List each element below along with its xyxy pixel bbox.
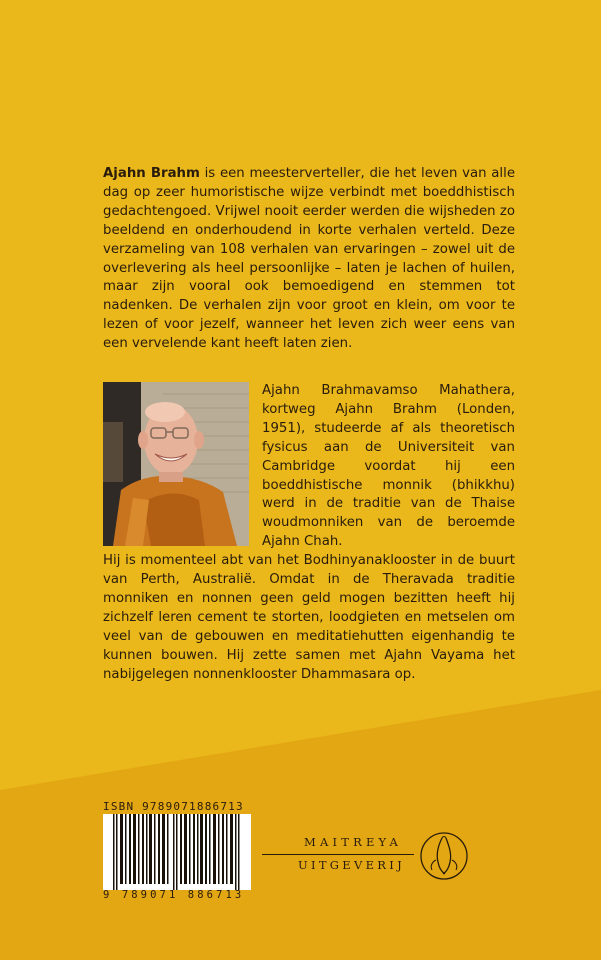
barcode-bars — [103, 814, 251, 890]
publisher-name: MAITREYA — [304, 835, 402, 849]
bio-paragraph-1: Ajahn Brahmavamso Mahathera, kortweg Ajahn Brahm (Londen, 1951), studeerde af als theoretisch fysicus aan de Universiteit van Cambridge voordat hij een boeddhistische monnik (bhikkhu) werd in de traditie van de Thaise woudmonniken van de beroemde Ajahn Chah. — [262, 383, 515, 550]
praying-hands-icon — [418, 830, 470, 882]
logo-rule — [262, 854, 414, 855]
author-name: Ajahn Brahm — [103, 166, 200, 181]
photo-spacer — [103, 382, 249, 550]
author-bio — [103, 382, 515, 685]
publisher-subtitle: UITGEVERIJ — [298, 858, 405, 872]
intro-text: is een meesterverteller, die het leven van alle dag op zeer humoristische wijze verbindt met boeddhistisch gedachtengoed. Vrijwel nooit eerder werden die wijsheden zo beeldend en onderhoudend in korte verhalen verteld. Deze verzameling van 108 verhalen van ervaringen – zowel uit de overlevering als heel persoonlijke – laten je lachen of huilen, maar zijn vooral ook bemoedigend en stemmen tot nadenken. De verhalen zijn voor groot en klein, om voor te lezen of voor jezelf, wanneer het leven zich weer eens van een vervelende kant heeft laten zien. — [103, 166, 515, 352]
publisher-logo — [262, 828, 482, 888]
barcode — [103, 800, 251, 904]
isbn-digits: 9 789071 886713 — [103, 889, 245, 901]
isbn-label: ISBN 9789071886713 — [103, 800, 244, 813]
intro-paragraph — [103, 165, 515, 354]
bio-paragraph-2: Hij is momenteel abt van het Bodhinyanaklooster in de buurt van Perth, Australië. Omdat in de Theravada traditie monniken en nonnen geen geld mogen bezitten heeft hij zichzelf leren cement te storten, loodgieten en metselen om veel van de gebouwen en meditatiehutten eigenhandig te kunnen bouwen. Hij zette samen met Ajahn Vayama het nabijgelegen nonnenklooster Dhammasara op. — [103, 553, 515, 682]
